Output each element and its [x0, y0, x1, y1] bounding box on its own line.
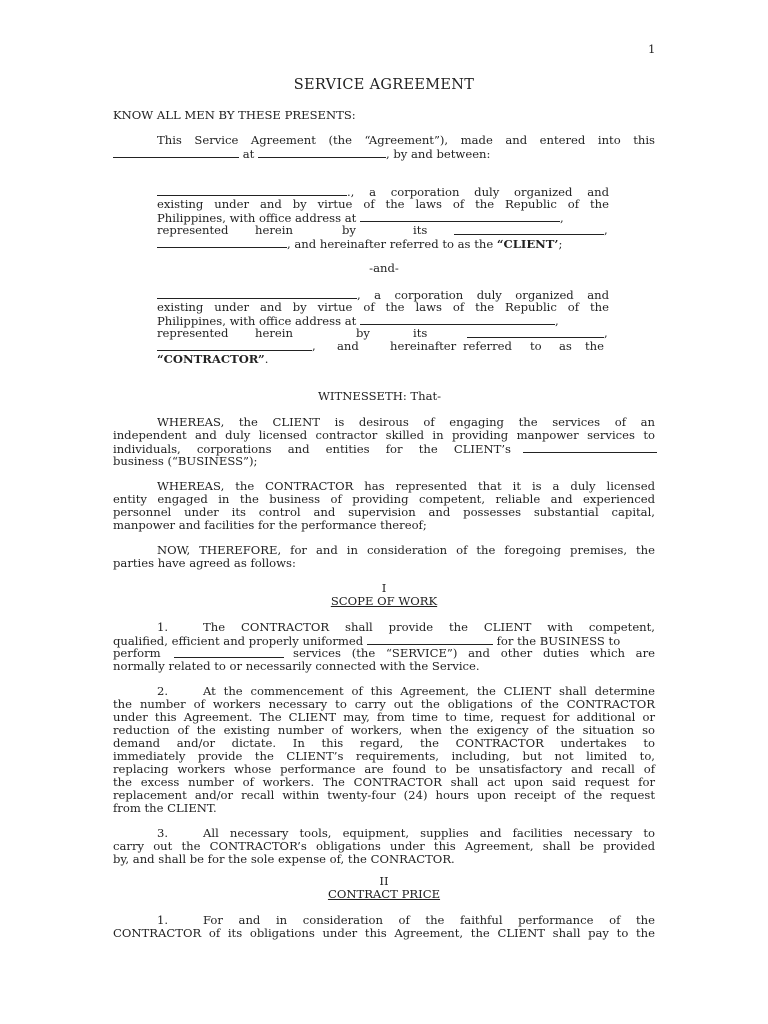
client-line-3: Philippines, with office address at ,: [157, 211, 564, 225]
whereas1-line-4: business (“BUSINESS”);: [113, 454, 258, 468]
contractor-line-3: Philippines, with office address at ,: [157, 314, 559, 328]
s2-p1-line-2: CONTRACTOR of its obligations under this Agreement, the CLIENT shall pay to the: [113, 926, 655, 940]
client-rep-position-blank[interactable]: [454, 224, 604, 235]
whereas1-line-1: WHEREAS, the CLIENT is desirous of engaging the services of an: [157, 415, 655, 429]
s1-p2-line-10: from the CLIENT.: [113, 801, 217, 815]
now-therefore-line-2: parties have agreed as follows:: [113, 556, 296, 570]
contractor-line-2: existing under and by virtue of the laws of the Republic of the: [157, 300, 609, 314]
witnesseth-line: WITNESSETH: That-: [318, 389, 442, 403]
s1-p2-line-6: immediately provide the CLIENT’s requirements, including, but not limited to,: [113, 749, 655, 763]
page-number: 1: [648, 42, 656, 56]
s1-p2-line-4: reduction of the existing number of workers, when the exigency of the situation so: [113, 723, 655, 737]
client-address-blank[interactable]: [360, 211, 560, 222]
document-page: 1 SERVICE AGREEMENT KNOW ALL MEN BY THESE PRESENTS: This Service Agreement (the “Agreement”), made and entered into this at , by and between: ., a corporation duly organized and existing under and by virtue of the laws of the Republic of the Philippines, with office address at , represented herein by its , , and hereinafter referred to as the “CLIENT’; -and- , a corporation duly organized and existing under and by virtue of the laws of the Republic of the Philippines, with office address at , represented herein by its , , and hereinafter referred to as the “CONTRACTOR”. WITNESSETH: That- WHEREAS, the CLIENT is desirous of engaging the services of an independent and duly licensed contractor skilled in providing manpower services to individuals, corporations and entities for the CLIENT’s business (“BUSINESS”); WHEREAS, the CONTRACTOR has represented that it is a duly licensed entity engaged in the business of providing competent, reliable and experienced personnel under its control and supervision and possesses substantial capital, manpower and facilities for the performance thereof; NOW, THEREFORE, for and in consideration of the foregoing premises, the parties have agreed as follows: I SCOPE OF WORK 1. The CONTRACTOR shall provide the CLIENT with competent, qualified, efficient and properly uniformed for the BUSINESS to perform services (the “SERVICE”) and other duties which are normally related to or necessarily connected with the Service. 2. At the commencement of this Agreement, the CLIENT shall determine the number of workers necessary to carry out the obligations of the CONTRACTOR under this Agreement. The CLIENT may, from time to time, request for additional or reduction of the existing number of workers, when the exigency of the situation so demand and/or dictate. In this regard, the CONTRACTOR undertakes to immediately provide the CLIENT’s requirements, including, but not limited to, replacing workers whose performance are found to be unsatisfactory and recall of the excess number of workers. The CONTRACTOR shall act upon said request for replacement and/or recall within twenty-four (24) hours upon receipt of the request from the CLIENT. 3. All necessary tools, equipment, supplies and facilities necessary to carry out the CONTRACTOR’s obligations under this Agreement, shall be provided by, and shall be for the sole expense of, the CONRACTOR. II CONTRACT PRICE 1. For and in consideration of the faithful performance of the CONTRACTOR of its obligations under this Agreement, the CLIENT shall pay to the: [0, 0, 768, 1024]
date-blank[interactable]: [113, 147, 239, 158]
contractor-rep-name-blank[interactable]: [157, 340, 312, 351]
whereas1-line-2: independent and duly licensed contractor skilled in providing manpower services to: [113, 428, 655, 442]
client-line-2: existing under and by virtue of the laws of the Republic of the: [157, 197, 609, 211]
client-name-blank[interactable]: [157, 185, 347, 196]
s1-p1-line-4: normally related to or necessarily connected with the Service.: [113, 659, 480, 673]
intro-at: at: [242, 147, 255, 161]
document-title: SERVICE AGREEMENT: [293, 77, 475, 93]
intro-line-1: This Service Agreement (the “Agreement”), made and entered into this: [157, 133, 655, 147]
s1-p2-line-3: under this Agreement. The CLIENT may, from time to time, request for additional or: [113, 710, 655, 724]
s1-p2-line-7: replacing workers whose performance are found to be unsatisfactory and recall of: [113, 762, 655, 776]
contractor-rep-position-blank[interactable]: [467, 327, 604, 338]
intro-by-between: , by and between:: [385, 147, 491, 161]
s1-p3-line-3: by, and shall be for the sole expense of, the CONRACTOR.: [113, 852, 455, 866]
client-business-blank[interactable]: [523, 442, 657, 453]
services-type-blank[interactable]: [174, 647, 284, 658]
s1-p3-line-2: carry out the CONTRACTOR’s obligations under this Agreement, shall be provided: [113, 839, 655, 853]
whereas2-line-4: manpower and facilities for the performance thereof;: [113, 518, 427, 532]
now-therefore-line-1: NOW, THEREFORE, for and in consideration of the foregoing premises, the: [157, 543, 655, 557]
place-blank[interactable]: [258, 147, 386, 158]
contractor-line-1: , a corporation duly organized and: [157, 288, 609, 302]
whereas2-line-1: WHEREAS, the CONTRACTOR has represented that it is a duly licensed: [157, 479, 655, 493]
s1-p1-line-2: qualified, efficient and properly uniformed for the BUSINESS to: [113, 634, 621, 648]
s1-p2-line-5: demand and/or dictate. In this regard, the CONTRACTOR undertakes to: [113, 736, 655, 750]
section-2-heading: CONTRACT PRICE: [327, 887, 441, 901]
contractor-address-blank[interactable]: [360, 314, 555, 325]
personnel-blank[interactable]: [367, 634, 493, 645]
client-rep-name-blank[interactable]: [157, 237, 287, 248]
client-line-5: , and hereinafter referred to as the “CLIENT’;: [157, 237, 562, 251]
contractor-line-6: “CONTRACTOR”.: [157, 352, 269, 366]
whereas1-line-3: individuals, corporations and entities for the CLIENT’s: [113, 442, 655, 456]
section-2-numeral: II: [379, 874, 389, 888]
client-line-1: ., a corporation duly organized and: [157, 185, 609, 199]
section-1-numeral: I: [381, 581, 387, 595]
section-1-heading: SCOPE OF WORK: [330, 594, 438, 608]
and-separator: -and-: [369, 261, 399, 275]
s1-p2-line-2: the number of workers necessary to carry out the obligations of the CONTRACTOR: [113, 697, 655, 711]
know-all-line: KNOW ALL MEN BY THESE PRESENTS:: [113, 108, 356, 122]
contractor-name-blank[interactable]: [157, 288, 357, 299]
intro-line-2: [113, 147, 490, 161]
s1-p2-line-8: the excess number of workers. The CONTRACTOR shall act upon said request for: [113, 775, 655, 789]
whereas2-line-2: entity engaged in the business of providing competent, reliable and experienced: [113, 492, 655, 506]
whereas2-line-3: personnel under its control and supervision and possesses substantial capital,: [113, 505, 655, 519]
s1-p2-line-9: replacement and/or recall within twenty-four (24) hours upon receipt of the request: [113, 788, 655, 802]
